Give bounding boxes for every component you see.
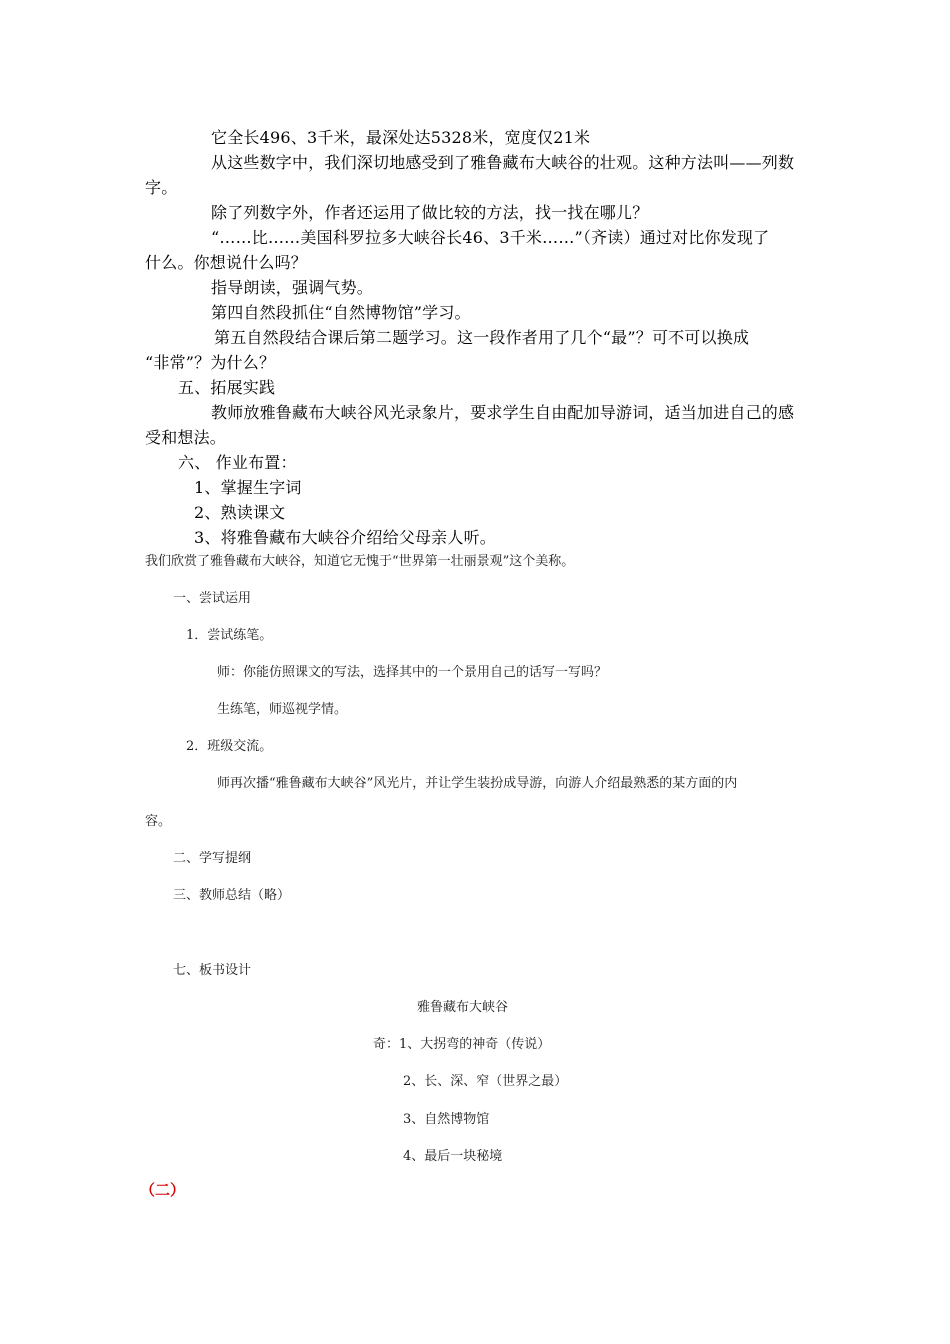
paragraph-quote: “……比……美国科罗拉多大峡谷长46、3千米……”（齐读）通过对比你发现了 — [211, 228, 770, 247]
paragraph-number-method: 从这些数字中，我们深切地感受到了雅鲁藏布大峡谷的壮观。这种方法叫——列数 — [211, 153, 795, 172]
section-heading-homework: 六、 作业布置： — [178, 453, 297, 472]
paragraph-length-stats: 它全长496、3千米，最深处达5328米，宽度仅21米 — [211, 128, 591, 147]
paragraph-video: 教师放雅鲁藏布大峡谷风光录象片，要求学生自由配加导游词，适当加进自己的感 — [211, 403, 795, 422]
paragraph-intro: 我们欣赏了雅鲁藏布大峡谷，知道它无愧于“世界第一壮丽景观”这个美称。 — [145, 554, 575, 569]
paragraph-student-practice: 生练笔，师巡视学情。 — [217, 702, 348, 717]
board-line: 4、最后一块秘境 — [403, 1149, 503, 1164]
board-line: 奇：1、大拐弯的神奇（传说） — [373, 1037, 551, 1052]
paragraph-teacher-question: 师：你能仿照课文的写法，选择其中的一个景用自己的话写一写吗？ — [217, 665, 608, 680]
board-line: 2、长、深、窄（世界之最） — [403, 1074, 568, 1089]
board-line: 3、自然博物馆 — [403, 1112, 490, 1127]
paragraph-number-method-cont: 字。 — [145, 178, 178, 197]
section-heading-practice: 五、拓展实践 — [178, 378, 276, 397]
section-heading-summary: 三、教师总结（略） — [173, 888, 291, 903]
paragraph-quote-cont: 什么。你想说什么吗？ — [145, 253, 308, 272]
paragraph-guide-roleplay-cont: 容。 — [145, 814, 172, 829]
paragraph-comparison: 除了列数字外，作者还运用了做比较的方法，找一找在哪儿？ — [211, 203, 649, 222]
paragraph-fifth-section: 第五自然段结合课后第二题学习。这一段作者用了几个“最”？可不可以换成 — [214, 328, 750, 347]
paragraph-guide-roleplay: 师再次播“雅鲁藏布大峡谷”风光片，并让学生装扮成导游，向游人介绍最熟悉的某方面的内 — [217, 776, 738, 791]
paragraph-fifth-section-cont: “非常”？为什么？ — [145, 353, 276, 372]
paragraph-video-cont: 受和想法。 — [145, 428, 227, 447]
homework-item: 3、将雅鲁藏布大峡谷介绍给父母亲人听。 — [194, 528, 496, 547]
homework-item: 1、掌握生字词 — [194, 478, 302, 497]
list-item-try-writing: 1．尝试练笔。 — [186, 628, 273, 643]
section-heading-outline: 二、学写提纲 — [173, 851, 252, 866]
paragraph-fourth-section: 第四自然段抓住“自然博物馆”学习。 — [211, 303, 471, 322]
list-item-class-exchange: 2．班级交流。 — [186, 739, 273, 754]
board-title: 雅鲁藏布大峡谷 — [417, 1000, 509, 1015]
homework-item: 2、熟读课文 — [194, 503, 286, 522]
section-heading-try: 一、尝试运用 — [173, 591, 252, 606]
paragraph-reading: 指导朗读，强调气势。 — [211, 278, 374, 297]
section-heading-board: 七、板书设计 — [173, 963, 252, 978]
section-marker: （二） — [140, 1181, 186, 1199]
